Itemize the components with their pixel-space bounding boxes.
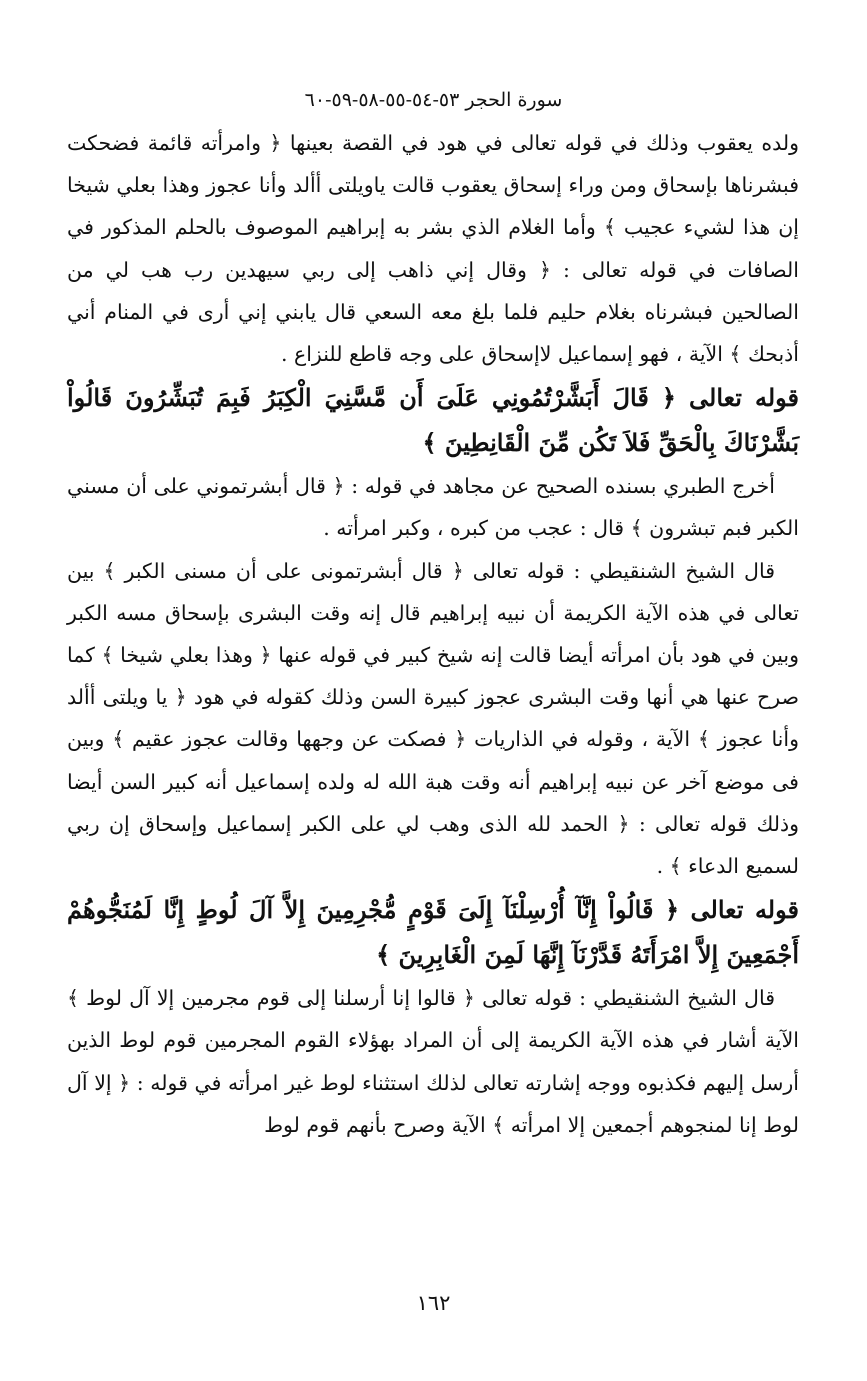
page-body (67, 122, 799, 1146)
paragraph: قال الشيخ الشنقيطي : قوله تعالى ﴿ قالوا إنا أرسلنا إلى قوم مجرمين إلا آل لوط ﴾ الآية أشار في هذه الآية الكريمة إلى أن المراد بهؤلاء القوم المجرمين قوم لوط الذين أرسل إليهم فكذبوه ووجه إشارته تعالى لذلك استثناء لوط غير امرأته في قوله : ﴿ إلا آل لوط إنا لمنجوهم أجمعين إلا امرأته ﴾ الآية وصرح بأنهم قوم لوط (67, 986, 799, 1137)
paragraph: قال الشيخ الشنقيطي : قوله تعالى ﴿ قال أبشرتمونى على أن مسنى الكبر ﴾ بين تعالى في هذه الآية الكريمة أن نبيه إبراهيم قال إنه وقت البشرى بإسحاق مسه الكبر وبين في هود بأن امرأته أيضا قالت إنه شيخ كبير في قوله عنها ﴿ وهذا بعلي شيخا ﴾ كما صرح عنها هي أنها وقت البشرى عجوز كبيرة السن وذلك كقوله في هود ﴿ يا ويلتى أألد وأنا عجوز ﴾ الآية ، وقوله في الذاريات ﴿ فصكت عن وجهها وقالت عجوز عقيم ﴾ وبين فى موضع آخر عن نبيه إبراهيم أنه وقت هبة الله له ولده إسماعيل أنه كبير السن أيضا وذلك قوله تعالى : ﴿ الحمد لله الذى وهب لي على الكبر إسماعيل وإسحاق إن ربي لسميع الدعاء ﴾ . (67, 558, 799, 879)
page-number: ١٦٢ (416, 1291, 451, 1315)
running-header: سورة الحجر ٥٣-٥٤-٥٥-٥٨-٥٩-٦٠ (304, 89, 563, 111)
verse-heading: قوله تعالى ﴿ قَالَ أَبَشَّرْتُمُونِي عَلَىَ أَن مَّسَّنِيَ الْكِبَرُ فَبِمَ تُبَشِّرُونَ قَالُواْ بَشَّرْنَاكَ بِالْحَقِّ فَلاَ تَكُن مِّنَ الْقَانِطِينَ ﴾ (67, 383, 799, 458)
paragraph: أخرج الطبري بسنده الصحيح عن مجاهد في قوله : ﴿ قال أبشرتموني على أن مسني الكبر فبم تبشرون ﴾ قال : عجب من كبره ، وكبر امرأته . (67, 474, 799, 541)
verse-heading: قوله تعالى ﴿ قَالُواْ إِنَّآ أُرْسِلْنَآ إِلَىَ قَوْمٍ مُّجْرِمِينَ إِلاَّ آلَ لُوطٍ إِنَّا لَمُنَجُّوهُمْ أَجْمَعِينَ إِلاَّ امْرَأَتَهُ قَدَّرْنَآ إِنَّهَا لَمِنَ الْغَابِرِينَ ﴾ (67, 895, 799, 970)
paragraph: ولده يعقوب وذلك في قوله تعالى في هود في القصة بعينها ﴿ وامرأته قائمة فضحكت فبشرناها بإسحاق ومن وراء إسحاق يعقوب قالت ياويلتى أألد وأنا عجوز وهذا بعلي شيخا إن هذا لشيء عجيب ﴾ وأما الغلام الذي بشر به إبراهيم الموصوف بالحلم المذكور في الصافات في قوله تعالى : ﴿ وقال إني ذاهب إلى ربي سيهدين رب هب لي من الصالحين فبشرناه بغلام حليم فلما بلغ معه السعي قال يابني إني أرى في المنام أني أذبحك ﴾ الآية ، فهو إسماعيل لاإسحاق على وجه قاطع للنزاع . (67, 131, 799, 367)
